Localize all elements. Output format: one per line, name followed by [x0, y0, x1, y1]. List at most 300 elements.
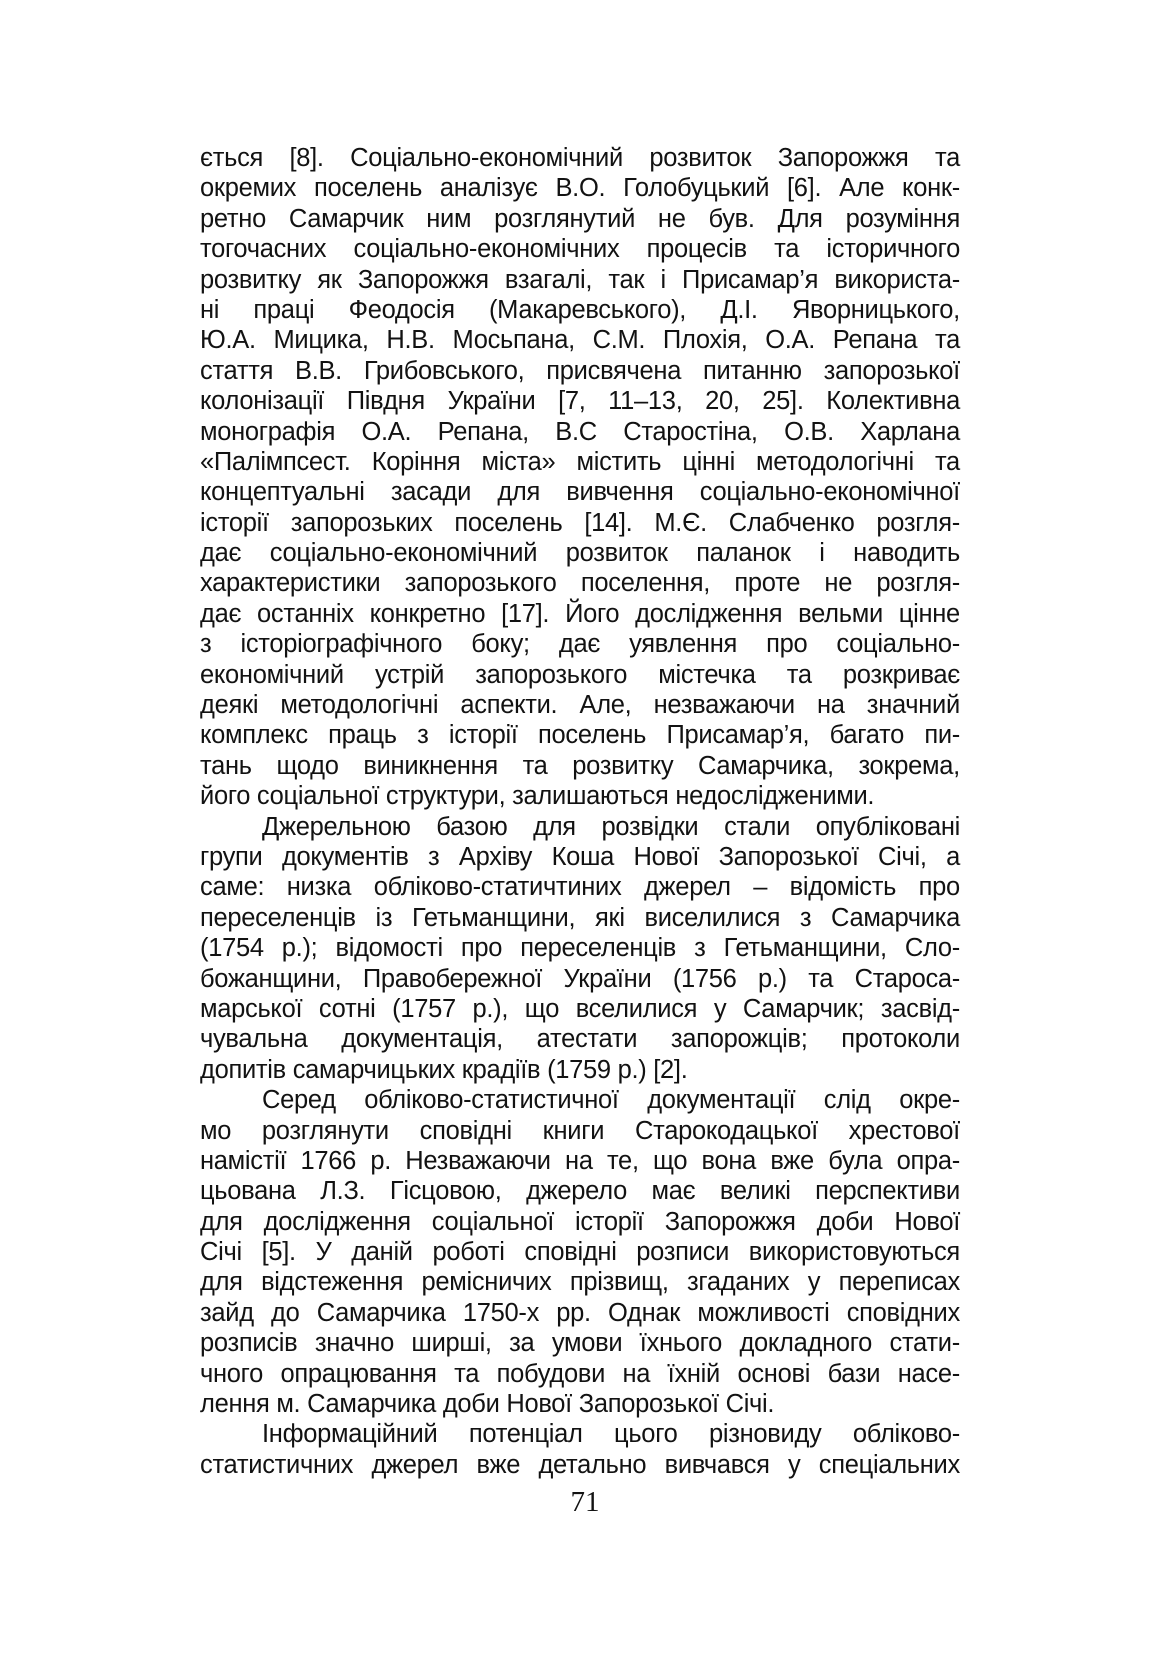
word: Але, — [579, 691, 632, 720]
word: дає — [200, 539, 242, 568]
word: документів — [281, 842, 409, 871]
word: дослідження — [263, 1207, 411, 1236]
word: окре- — [899, 1086, 960, 1115]
word: багато — [829, 721, 904, 750]
word: Запорожжя — [777, 144, 909, 172]
word: Незважаючи — [405, 1146, 551, 1175]
word: книги — [542, 1116, 605, 1145]
word: розгля- — [876, 569, 960, 598]
word: божанщини, — [200, 964, 342, 993]
text-line — [200, 538, 960, 568]
word: тань — [200, 751, 252, 780]
word: [14]. — [584, 508, 633, 537]
word: рр. — [556, 1298, 591, 1327]
word: праць — [328, 721, 397, 750]
word: і — [660, 265, 666, 294]
word: чного — [200, 1359, 263, 1388]
word: дає — [558, 630, 601, 659]
word: мо — [200, 1116, 232, 1145]
word: соціально-економічної — [699, 478, 960, 507]
word: тогочасних — [200, 235, 327, 264]
word: обліково- — [852, 1420, 960, 1449]
word: конкретно — [369, 599, 486, 628]
word: запорозького — [475, 660, 628, 689]
word: базою — [436, 812, 508, 841]
text-line — [200, 872, 960, 902]
word: сотні — [318, 994, 376, 1023]
text-line — [200, 1024, 960, 1054]
word: О.А. — [765, 326, 816, 355]
word: опубліковані — [815, 812, 960, 841]
word: намістії — [200, 1146, 287, 1175]
text-line — [200, 751, 960, 781]
word: відстеження — [261, 1268, 404, 1297]
word: соціально- — [836, 630, 960, 659]
word: опра- — [896, 1146, 960, 1175]
text-line — [200, 508, 960, 538]
word: переписах — [838, 1268, 960, 1297]
word: 20, — [705, 387, 740, 416]
word: використовуються — [748, 1238, 960, 1267]
word: устрій — [374, 660, 445, 689]
word: та — [522, 751, 548, 780]
word: дає — [200, 599, 242, 628]
word: Самарчика — [316, 1298, 446, 1327]
word: потенціал — [468, 1420, 583, 1449]
word: має — [651, 1177, 696, 1206]
word: України — [563, 964, 652, 993]
word: з — [428, 842, 440, 871]
word: про — [918, 873, 960, 902]
text-line — [200, 660, 960, 690]
word: ним — [426, 204, 472, 233]
word: С.М. — [592, 326, 646, 355]
word: не — [657, 204, 686, 233]
word: Архіву — [458, 842, 533, 871]
word: розгля- — [876, 508, 960, 537]
word: концептуальні — [200, 478, 365, 507]
word: паланок — [696, 539, 791, 568]
word: запорожців; — [670, 1025, 808, 1054]
word: Запорожжя — [664, 1207, 796, 1236]
word: взагалі, — [504, 265, 593, 294]
word: чувальна — [200, 1025, 308, 1054]
word: з — [694, 934, 706, 963]
word: з — [417, 721, 429, 750]
word: детально — [538, 1450, 647, 1479]
word: соціально-економічних — [353, 235, 620, 264]
word: боку; — [471, 630, 530, 659]
page-number: 71 — [570, 1486, 600, 1518]
word: Коріння — [371, 447, 461, 476]
word: а — [946, 842, 960, 871]
word: р. — [370, 1146, 391, 1175]
word: історіографічного — [240, 630, 443, 659]
word: на — [565, 1146, 593, 1175]
word: р.); — [281, 934, 318, 963]
word: Харлана — [860, 417, 960, 446]
word: методологічні — [280, 691, 439, 720]
text-line — [200, 994, 960, 1024]
text-line — [200, 568, 960, 598]
word: Самарчика — [831, 903, 960, 932]
word: на — [622, 1359, 651, 1388]
word: насе- — [897, 1359, 960, 1388]
word: низка — [286, 873, 352, 902]
word: доби — [816, 1207, 874, 1236]
word: Колективна — [826, 387, 960, 416]
text-line — [200, 265, 960, 295]
word: процесів — [646, 235, 747, 264]
word: Запорожжя — [357, 265, 489, 294]
text-line — [200, 690, 960, 720]
word: слід — [823, 1086, 871, 1115]
word: У — [315, 1238, 332, 1267]
word: до — [271, 1298, 300, 1327]
word: дослідження — [635, 599, 783, 628]
word: для — [533, 812, 576, 841]
word: Репана, — [437, 417, 529, 446]
text-line — [200, 903, 960, 933]
word: великі — [719, 1177, 791, 1206]
word: Нової — [633, 842, 700, 871]
word: запорозької — [823, 356, 960, 385]
word: хрестової — [848, 1116, 960, 1145]
word: В.О. — [555, 174, 606, 203]
text-line: лення м. Самарчика доби Нової Запорозької Січі. — [200, 1390, 775, 1419]
word: вона — [701, 1146, 757, 1175]
text-line — [200, 1207, 960, 1237]
word: відомість — [789, 873, 897, 902]
word: прізвищ, — [569, 1268, 669, 1297]
word: уявлення — [629, 630, 737, 659]
word: стали — [724, 812, 791, 841]
word: бази — [827, 1359, 881, 1388]
text-line — [200, 1085, 960, 1115]
text-line — [200, 629, 960, 659]
word: саме: — [200, 873, 265, 902]
text-line — [200, 386, 960, 416]
word: Джерельною — [262, 812, 411, 841]
text-line — [200, 1176, 960, 1206]
word: розписи — [636, 1238, 730, 1267]
word: стати- — [889, 1329, 960, 1358]
word: запорозького — [404, 569, 557, 598]
word: р.), — [472, 994, 509, 1023]
word: Слабченко — [728, 508, 855, 537]
word: статистичних — [200, 1450, 354, 1479]
word: Нової — [894, 1207, 960, 1236]
word: зокрема, — [858, 751, 960, 780]
word: їхнього — [639, 1329, 722, 1358]
word: цьована — [200, 1177, 296, 1206]
word: поселень — [538, 721, 647, 750]
text-line — [200, 842, 960, 872]
word: містечка — [658, 660, 756, 689]
word: був. — [708, 204, 755, 233]
word: марської — [200, 994, 303, 1023]
word: на — [816, 691, 845, 720]
word: соціальної — [431, 1207, 554, 1236]
word: міста» — [481, 447, 556, 476]
text-line — [200, 173, 960, 203]
word: незважаючи — [653, 691, 795, 720]
word: наводить — [853, 539, 960, 568]
word: групи — [200, 842, 263, 871]
word: Феодосія — [348, 295, 455, 324]
word: засвід- — [880, 994, 960, 1023]
word: Присамар’я, — [666, 721, 810, 750]
word: згаданих — [687, 1268, 790, 1297]
word: цінне — [898, 599, 960, 628]
word: історії — [448, 721, 518, 750]
word: Його — [565, 599, 620, 628]
word: проте — [734, 569, 801, 598]
word: джерело — [526, 1177, 627, 1206]
word: [8]. — [289, 144, 324, 172]
word: роботі — [432, 1238, 505, 1267]
word: була — [828, 1146, 883, 1175]
text-line — [200, 356, 960, 386]
text-line — [200, 812, 960, 842]
word: О.В. — [784, 417, 834, 446]
word: Інформаційний — [262, 1420, 438, 1449]
word: та — [454, 1359, 480, 1388]
word: 1750-х — [462, 1298, 540, 1327]
word: Старокодацької — [634, 1116, 818, 1145]
word: 1766 — [300, 1146, 357, 1175]
word: Плохія, — [662, 326, 748, 355]
word: питанню — [702, 356, 802, 385]
word: (1756 — [672, 964, 737, 993]
word: ремісничих — [421, 1268, 552, 1297]
text-line — [200, 1328, 960, 1358]
word: комплекс — [200, 721, 308, 750]
word: розглянутий — [494, 204, 636, 233]
word: Але — [839, 174, 885, 203]
word: розглянути — [261, 1116, 389, 1145]
word: колонізації — [200, 387, 325, 416]
word: Півдня — [346, 387, 425, 416]
text-line — [200, 417, 960, 447]
word: [17]. — [501, 599, 550, 628]
text-line — [200, 204, 960, 234]
word: стаття — [200, 356, 274, 385]
word: Соціально-економічний — [350, 144, 623, 172]
word: аспекти. — [460, 691, 558, 720]
word: їхній — [667, 1359, 720, 1388]
word: Голобуцький — [623, 174, 770, 203]
word: В.В. — [294, 356, 342, 385]
text-line — [200, 477, 960, 507]
text-line — [200, 295, 960, 325]
word: сповідні — [419, 1116, 512, 1145]
word: джерел — [643, 873, 731, 902]
word: які — [595, 903, 625, 932]
word: можливості — [697, 1298, 830, 1327]
word: окремих — [200, 174, 297, 203]
word: та — [774, 235, 800, 264]
word: та — [808, 964, 834, 993]
word: історичного — [826, 235, 960, 264]
word: для — [497, 478, 540, 507]
word: основі — [737, 1359, 811, 1388]
word: Правобережної — [362, 964, 543, 993]
word: (1754 — [200, 934, 264, 963]
word: Сло- — [904, 934, 960, 963]
word: поселення, — [580, 569, 711, 598]
word: [6]. — [787, 174, 822, 203]
word: переселенців — [200, 903, 356, 932]
word: розвитку — [572, 751, 674, 780]
word: для — [200, 1207, 243, 1236]
text-line — [200, 964, 960, 994]
word: – — [753, 873, 768, 902]
word: О.А. — [361, 417, 412, 446]
word: 11–13, — [608, 387, 683, 416]
word: розвитку — [200, 265, 302, 294]
word: обліково-статичтиних — [373, 873, 622, 902]
word: докладного — [739, 1329, 873, 1358]
word: та — [934, 326, 960, 355]
word: 25]. — [762, 387, 804, 416]
word: обліково-статистичної — [364, 1086, 619, 1115]
word: Репана — [832, 326, 918, 355]
word: В.С — [555, 417, 597, 446]
word: Самарчик — [288, 204, 404, 233]
word: Самарчик; — [742, 994, 865, 1023]
word: сповідні — [524, 1238, 617, 1267]
text-line — [200, 143, 960, 173]
word: розвідки — [601, 812, 699, 841]
word: Для — [777, 204, 823, 233]
text-line — [200, 234, 960, 264]
word: Яворницького, — [791, 295, 960, 324]
word: Гетьманщини, — [723, 934, 887, 963]
word: розуміння — [845, 204, 960, 233]
word: вельми — [798, 599, 883, 628]
word: розкриває — [842, 660, 960, 689]
word: поселень — [313, 174, 423, 203]
word: присвячена — [546, 356, 682, 385]
word: М.Є. — [654, 508, 707, 537]
word: характеристики — [200, 569, 381, 598]
body-text-block — [200, 143, 960, 1480]
word: поселень — [454, 508, 563, 537]
word: та — [786, 660, 812, 689]
text-line — [200, 1450, 960, 1480]
word: пи- — [924, 721, 960, 750]
text-line — [200, 447, 960, 477]
word: атестати — [536, 1025, 638, 1054]
text-line — [200, 933, 960, 963]
word: Мицика, — [273, 326, 369, 355]
word: даній — [351, 1238, 413, 1267]
word: Грибовського, — [363, 356, 525, 385]
word: Ю.А. — [200, 326, 256, 355]
word: з — [799, 903, 812, 932]
word: Староса- — [854, 964, 960, 993]
word: історії — [200, 508, 269, 537]
word: щодо — [276, 751, 339, 780]
word: виникнення — [363, 751, 498, 780]
text-line — [200, 325, 960, 355]
word: опрацювання — [280, 1359, 437, 1388]
word: те, — [606, 1146, 639, 1175]
word: ширші, — [411, 1329, 492, 1358]
word: ні — [200, 295, 220, 324]
word: деякі — [200, 691, 259, 720]
word: документації — [647, 1086, 796, 1115]
word: вселилися — [575, 994, 698, 1023]
word: відомості — [335, 934, 443, 963]
word: р.) — [757, 964, 787, 993]
word: протоколи — [841, 1025, 960, 1054]
word: ється — [200, 144, 264, 172]
text-line — [200, 1146, 960, 1176]
word: джерел — [371, 1450, 459, 1479]
word: вже — [770, 1146, 814, 1175]
word: сповідних — [846, 1298, 960, 1327]
word: вивчався — [664, 1450, 770, 1479]
text-line — [200, 1237, 960, 1267]
text-line — [200, 720, 960, 750]
word: використа- — [834, 265, 960, 294]
word: що — [653, 1146, 688, 1175]
text-line — [200, 1267, 960, 1297]
word: розвиток — [565, 539, 668, 568]
word: «Палімпсест. — [200, 447, 351, 476]
word: останніх — [257, 599, 354, 628]
word: України — [447, 387, 536, 416]
word: Д.І. — [720, 295, 758, 324]
word: розвиток — [649, 144, 752, 172]
word: цього — [614, 1420, 678, 1449]
word: вже — [476, 1450, 521, 1479]
word: монографія — [200, 417, 336, 446]
word: не — [824, 569, 853, 598]
word: що — [524, 994, 560, 1023]
word: побудови — [496, 1359, 606, 1388]
word: про — [460, 934, 503, 963]
word: різновиду — [708, 1420, 822, 1449]
word: методологічні — [756, 447, 914, 476]
word: (1757 — [392, 994, 456, 1023]
text-line — [200, 599, 960, 629]
word: Запорозької — [718, 842, 859, 871]
word: соціально-економічний — [269, 539, 538, 568]
word: Січі, — [878, 842, 927, 871]
word: розписів — [200, 1329, 298, 1358]
word: для — [200, 1268, 243, 1297]
word: і — [819, 539, 825, 568]
word: засади — [390, 478, 472, 507]
word: цінні — [682, 447, 735, 476]
word: зайд — [200, 1298, 254, 1327]
word: Гетьманщини, — [412, 903, 576, 932]
word: як — [317, 265, 342, 294]
word: значний — [866, 691, 960, 720]
word: [5]. — [261, 1238, 296, 1267]
word: у — [788, 1450, 801, 1479]
word: переселенців — [520, 934, 677, 963]
word: економічний — [200, 660, 344, 689]
word: конк- — [902, 174, 960, 203]
word: та — [935, 144, 960, 172]
text-line: допитів самарчицьких крадіїв (1759 р.) [2]. — [200, 1055, 688, 1084]
word: Однак — [608, 1298, 681, 1327]
word: [7, — [558, 387, 586, 416]
